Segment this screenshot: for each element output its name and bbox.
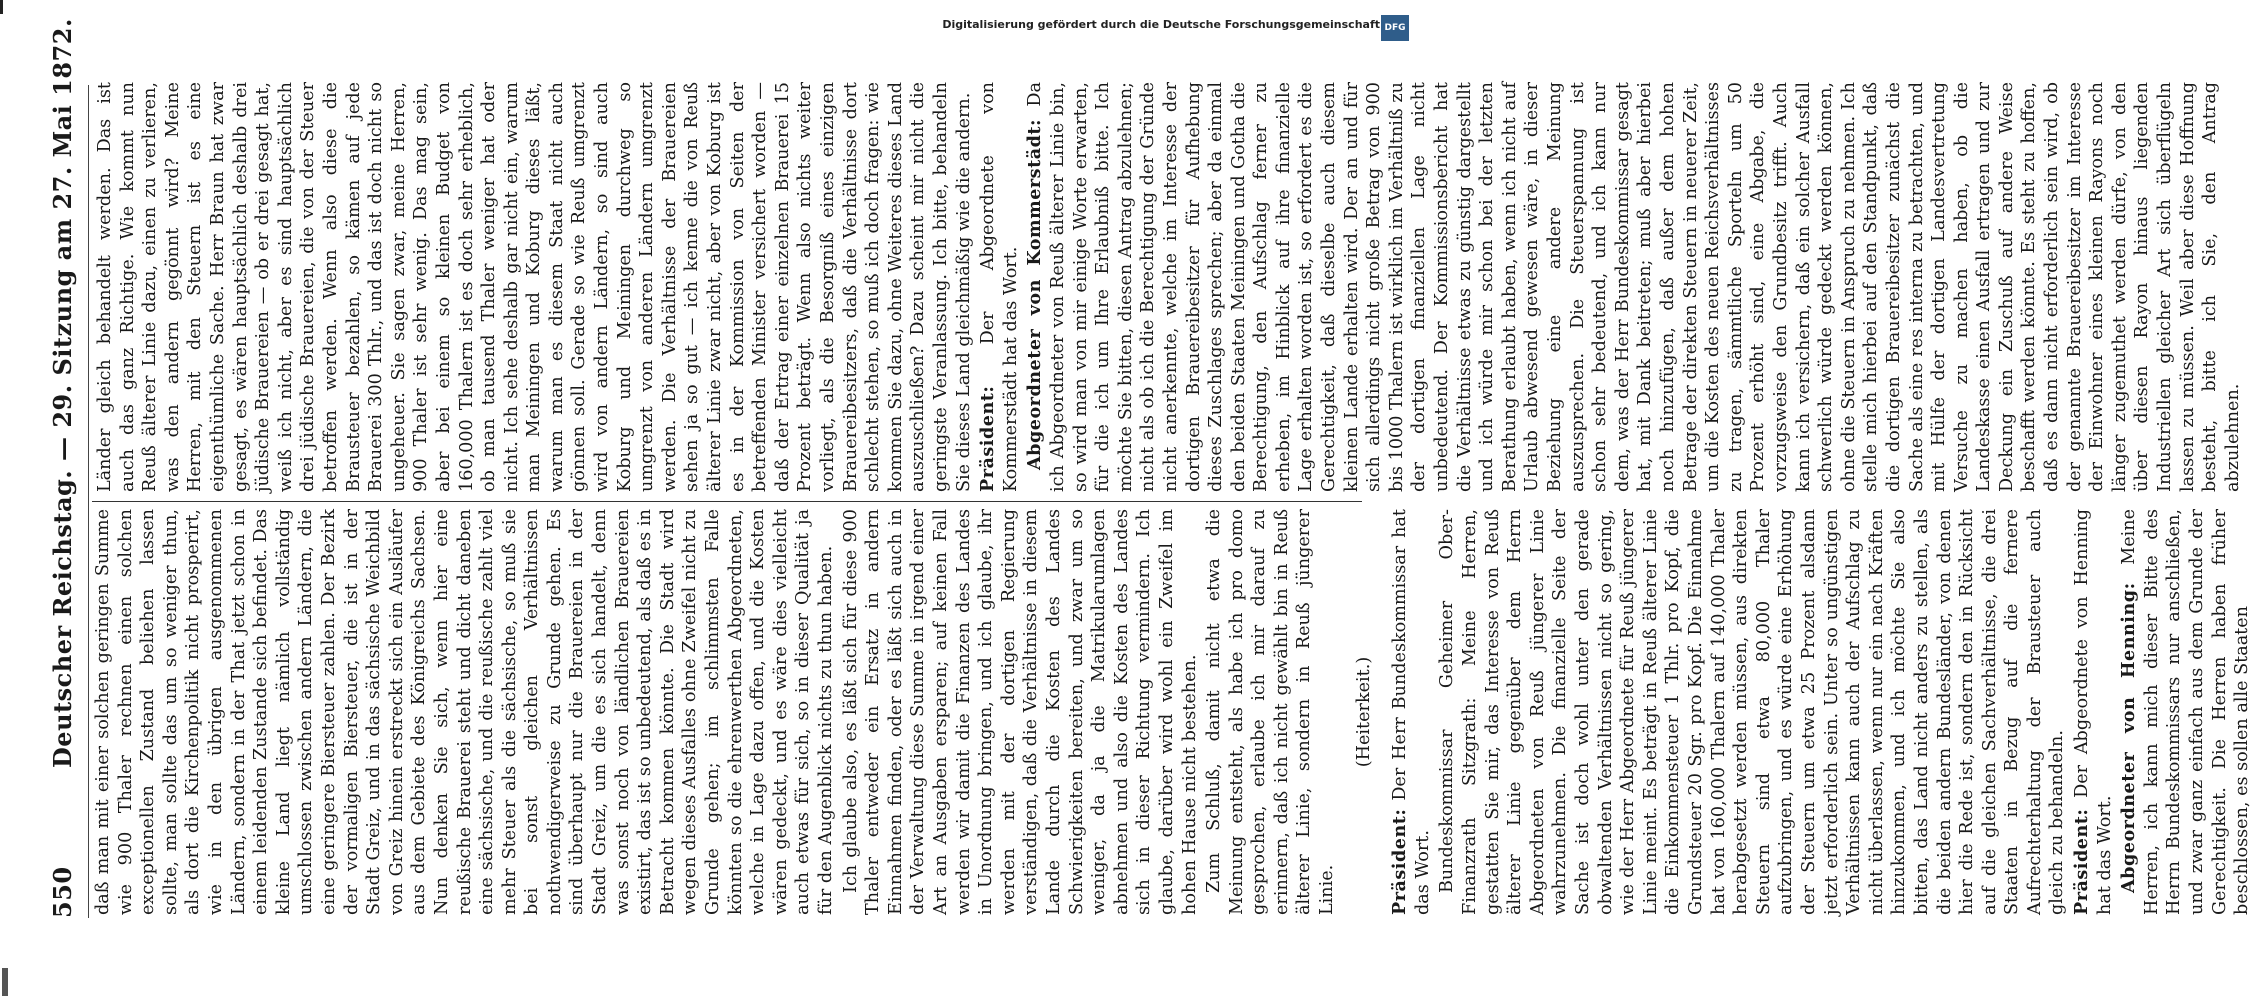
scan-corner-mark (2, 968, 8, 996)
body-paragraph: daß man mit einer solchen geringen Summe wie 900 Thaler rechnen einen solchen exceptionellen Zustand beliehen lassen sollte, man sollte das um so weniger thun, als dort die Kirchenpolitik nicht prosperirt, wie in den übrigen ausgenommenen Ländern, sondern in der That jetzt schon in einem leidenden Zustande sich befindet. Das kleine Land liegt nämlich vollständig umschlossen zwischen andern Ländern, die eine geringere Biersteuer zahlen. Der Bezirk der vormaligen Biersteuer, die ist in der Stadt Greiz, und in das sächsische Weichbild von Greiz hinein erstreckt sich ein Ausläufer aus dem Gebiete des Königreichs Sachsen. Nun denken Sie sich, wenn hier eine reußische Brauerei steht und dicht daneben eine sächsische, und die reußische zahlt viel mehr Steuer als die sächsische, so muß sie bei sonst gleichen Verhältnissen nothwendigerweise zu Grunde gehen. Es sind überhaupt nur die Brauereien in der Stadt Greiz, um die es sich handelt, denn was sonst noch von ländlichen Brauereien existirt, das ist so unbedeutend, als daß es in Betracht kommen könnte. Die Stadt wird wegen dieses Ausfalles ohne Zweifel nicht zu Grunde gehen; im schlimmsten Falle könnten so die ehrenwerthen Abgeordneten, welche in Lage dazu offen, und die Kosten wären gedeckt, und es wäre dies vielleicht auch etwas für sich, so in dieser Qualität ja für den Augenblick nichts zu thun haben. (93, 509, 836, 915)
speech-paragraph (2071, 509, 2116, 915)
speech-paragraph (1436, 509, 2069, 915)
speech-text: Der Abgeordnete von Kommerstädt hat das Wort. (978, 82, 1021, 492)
speech-paragraph (1024, 82, 2244, 492)
speaker-name: Abgeordneter von Kommerstädt: (1024, 118, 1046, 470)
speaker-name: Präsident: (1389, 808, 1411, 915)
dfg-logo-icon: DFG (1381, 15, 1409, 41)
speech-paragraph (2118, 509, 2254, 915)
interjection: (Heiterkeit.) (1353, 656, 1374, 768)
speech-text: Bundeskommissar Geheimer Ober-Finanzrath Sitzgrath: Meine Herren, gestatten Sie mir, das Interesse von Reuß älterer Linie gegenüber dem Herrn Abgeordneten von Reuß jüngerer Linie wahrzunehmen. Die finanzielle Seite der Sache ist doch wohl unter den gerade obwaltenden Verhältnissen nicht so gering, wie der Herr Abgeordnete für Reuß jüngerer Linie meint. Es beträgt in Reuß älterer Linie die Einkommensteuer 1 Thlr. pro Kopf, die Grundsteuer 20 Sgr. pro Kopf. Die Einnahme hat von 160,000 Thalern auf 140,000 Thaler herabgesetzt werden müssen, aus direkten Steuern sind etwa 80,000 Thaler aufzubringen, und es würde eine Erhöhung der Steuern um etwa 25 Prozent alsdann jetzt erforderlich sein. Unter so ungünstigen Verhältnissen kann auch der Aufschlag zu nicht überlassen, wenn nur ein nach Kräften hinzukommen, und ich möchte Sie also bitten, das Land nicht anders zu stellen, als die beiden andern Bundesländer, von denen hier die Rede ist, sondern den in Rücksicht auf die gleichen Sachverhältnisse, die drei Staaten in Bezug auf die fernere Aufrechterhaltung der Brausteuer auch gleich zu behandeln. (1437, 509, 2068, 915)
left-column (92, 509, 2253, 915)
page-title: Deutscher Reichstag. — 29. Sitzung am 27. Mai 1872. (48, 18, 77, 768)
body-paragraph: Zum Schluß, damit nicht etwa die Meinung entsteht, als habe ich pro domo gesprochen, erlaube ich mir darauf zu erinnern, daß ich nicht gewählt bin in Reuß älterer Linie, sondern in Reuß jüngerer Linie. (1204, 509, 1338, 915)
page-header (48, 18, 88, 918)
speech-text: Der Herr Bundeskommissar hat das Wort. (1390, 509, 1433, 915)
page-number: 550 (48, 866, 77, 918)
body-paragraph: Länder gleich behandelt werden. Das ist auch das ganz Richtige. Wie kommt nun Reuß älterer Linie dazu, einen zu verlieren, was den andern gegönnt wird? Meine Herren, mit den Steuern ist es eine eigenthümliche Sache. Herr Braun hat zwar gesagt, es wären hauptsächlich deshalb drei jüdische Brauereien — ob er drei gesagt hat, weiß ich nicht, aber es sind hauptsächlich drei jüdische Brauereien, die von der Steuer betroffen werden. Wenn also diese die Brausteuer bezahlen, so kämen auf jede Brauerei 300 Thlr., und das ist doch nicht so ungeheuer. Sie sagen zwar, meine Herren, 900 Thaler ist sehr wenig. Das mag sein, aber bei einem so kleinen Budget von 160,000 Thalern ist es doch sehr erheblich, ob man tausend Thaler weniger hat oder nicht. Ich sehe deshalb gar nicht ein, warum man Meiningen und Koburg dieses läßt, warum man es diesem Staat nicht auch gönnen soll. Gerade so wie Reuß umgrenzt wird von andern Ländern, so sind auch Koburg und Meiningen durchweg so umgrenzt von anderen Ländern umgrenzt werden. Die Verhältnisse der Brauereien sehen ja so gut — ich kenne die von Reuß älterer Linie zwar nicht, aber von Koburg ist es in der Kommission von Seiten der betreffenden Minister versichert worden — daß der Ertrag einer einzelnen Brauerei 15 Prozent beträgt. Wenn also nichts weiter vorliegt, als die Besorgniß eines einzigen Brauereibesitzers, daß die Verhältnisse dort schlecht stehen, so muß ich doch fragen: wie kommen Sie dazu, ohne Weiteres dieses Land auszuschließen? Dazu scheint mir nicht die geringste Veranlassung. Ich bitte, behandeln Sie dieses Land gleichmäßig wie die andern. (95, 82, 974, 492)
speaker-name: Präsident: (2071, 808, 2093, 915)
speech-text: Der Abgeordnete von Henning hat das Wort. (2072, 509, 2115, 915)
body-paragraph: Ich glaube also, es läßt sich für diese 900 Thaler entweder ein Ersatz in andern Einnahmen finden, oder es läßt sich auch in der Verwaltung diese Summe in irgend einer Art an Ausgaben ersparen; auf keinen Fall werden wir damit die Finanzen des Landes in Unordnung bringen, und ich glaube, ihr werden mit der dortigen Regierung verständigen, daß die Verhältnisse in diesem Lande durch die Kosten des Landes Schwierigkeiten bereiten, und zwar um so weniger, da ja die Matrikularumlagen abnehmen und also die Kosten des Landes sich in dieser Richtung vermindern. Ich glaube, darüber wird wohl ein Zweifel im hohen Hause nicht bestehen. (840, 509, 1200, 915)
speech-paragraph (1389, 509, 1434, 915)
speaker-name: Abgeordneter von Henning: (2118, 582, 2140, 893)
right-column (94, 82, 2243, 492)
speech-paragraph (977, 82, 1022, 492)
speech-text: Meine Herren, ich kann mich dieser Bitte des Herrn Bundeskommissars nur anschließen, und zwar ganz einfach aus dem Grunde der Gerechtigkeit. Die Herren haben früher beschlossen, es sollen alle Staaten (2119, 509, 2253, 915)
credit-text: Digitalisierung gefördert durch die Deutsche Forschungsgemeinschaft (942, 18, 1380, 31)
scan-edge-mark (0, 0, 3, 14)
header-rule (88, 85, 89, 918)
column-divider (92, 501, 1362, 502)
speaker-name: Präsident: (977, 385, 999, 492)
speech-text: Da ich Abgeordneter von Reuß älterer Linie bin, so wird man von mir einige Worte erwarten, für die ich um Ihre Erlaubniß bitte. Ich möchte Sie bitten, diesen Antrag abzulehnen; nicht als ob ich die Berechtigung der Gründe nicht anerkennte, welche im Interesse der dortigen Brauereibesitzer für Aufhebung dieses Zuschlages sprechen; aber da einmal den beiden Staaten Meiningen und Gotha die Berechtigung, den Aufschlag ferner zu erheben, im Hinblick auf ihre finanzielle Lage erhalten worden ist, so erfordert es die Gerechtigkeit, daß dieselbe auch diesem kleinen Lande erhalten wird. Der an und für sich allerdings nicht große Betrag von 900 bis 1000 Thalern ist wirklich im Verhältniß zu der dortigen finanziellen Lage nicht unbedeutend. Der Kommissionsbericht hat die Verhältnisse etwas zu günstig dargestellt und ich würde mir schon bei der letzten Berathung erlaubt haben, wenn ich nicht auf Urlaub abwesend gewesen wäre, in dieser Beziehung eine andere Meinung auszusprechen. Die Steuerspannung ist schon sehr bedeutend, und ich kann nur dem, was der Herr Bundeskommissar gesagt hat, mit Dank beitreten; muß aber hierbei noch hinzufügen, daß außer dem hohen Betrage der direkten Steuern in neuerer Zeit, um die Kosten des neuen Reichsverhältnisses zu tragen, sämmtliche Sporteln um 50 Prozent erhöht sind, eine Abgabe, die vorzugsweise den Grundbesitz trifft. Auch kann ich versichern, daß ein solcher Ausfall schwerlich würde gedeckt werden können, ohne die Steuern in Anspruch zu nehmen. Ich stelle mich hierbei auf den Standpunkt, daß die dortigen Brauereibesitzer zunächst die Sache als eine res interna zu betrachten, und mit Hülfe der dortigen Landesvertretung Versuche zu machen haben, ob die Landeskasse einen Ausfall ertragen und zur Deckung ein Zuschuß auf andere Weise beschafft werden könnte. Es steht zu hoffen, daß es dann nicht erforderlich sein wird, ob der genannte Brauereibesitzer im Interesse der Einwohner eines kleinen Rayons noch länger zugemuthet werden dürfe, von den über diesen Rayon hinaus liegenden Industriellen gleicher Art sich überflügeln lassen zu müssen. Weil aber diese Hoffnung besteht, bitte ich Sie, den Antrag abzulehnen. (1025, 82, 2243, 492)
digitization-credit (70, 18, 1380, 40)
